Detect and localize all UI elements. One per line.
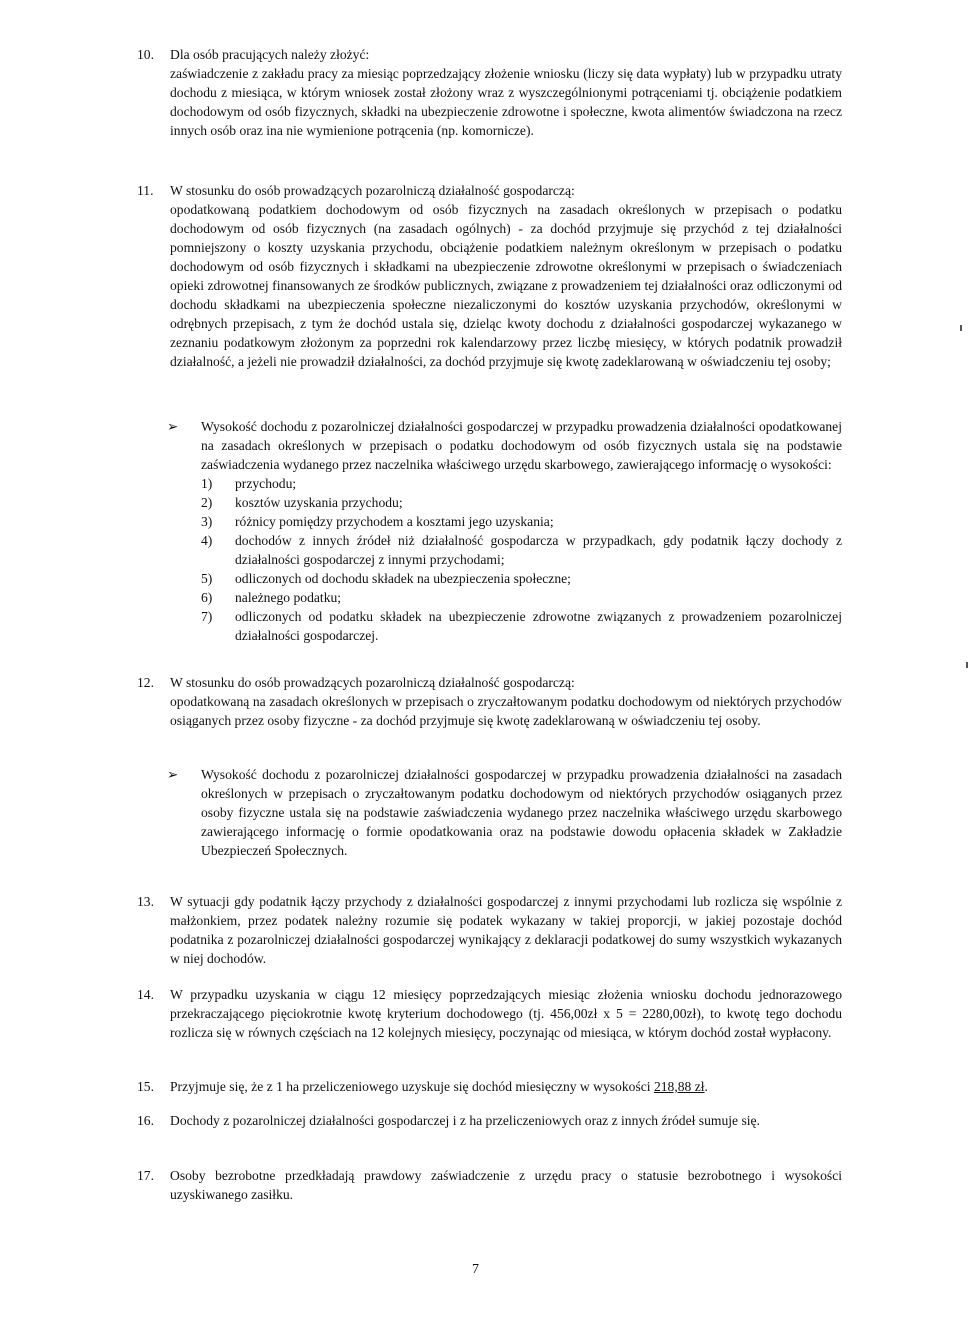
item-number: 14. — [137, 987, 154, 1002]
income-items-list — [201, 474, 842, 645]
item-text: Przyjmuje się, że z 1 ha przeliczeniowego uzyskuje się dochód miesięczny w wysokości 218,88 zł. — [170, 1079, 708, 1094]
list-item: 1) przychodu; — [201, 476, 297, 491]
item-17 — [137, 1166, 842, 1204]
item-16 — [137, 1111, 842, 1130]
item-heading: W stosunku do osób prowadzących pozarolniczą działalność gospodarczą: — [170, 183, 575, 198]
scan-mark — [966, 662, 968, 668]
item-text: zaświadczenie z zakładu pracy za miesiąc poprzedzający złożenie wniosku (liczy się data wypłaty) lub w przypadku utraty dochodu z miesiąca, w którym wniosek został złożony wraz z wyszczególnionymi potrąceniami tj. obciążenie podatkiem dochodowym od osób fizycznych, składki na ubezpieczenie zdrowotne i społeczne, kwota alimentów świadczona na rzecz innych osób oraz ina nie wymienione potrącenia (np. komornicze). — [170, 66, 842, 138]
item-11-bullet — [167, 417, 842, 645]
item-10 — [137, 45, 842, 140]
item-text: opodatkowaną na zasadach określonych w przepisach o zryczałtowanym podatku dochodowym od niektórych przychodów osiąganych przez osoby fizyczne - za dochód przyjmuje się kwotę zadeklarowaną w oświadczeniu tej osoby. — [170, 694, 842, 728]
item-number: 11. — [137, 183, 154, 198]
item-14 — [137, 985, 842, 1042]
income-amount: 218,88 zł — [653, 1079, 705, 1094]
item-text: Osoby bezrobotne przedkładają prawdowy zaświadczenie z urzędu pracy o statusie bezrobotnego i wysokości uzyskiwanego zasiłku. — [170, 1168, 842, 1202]
item-12-bullet — [167, 765, 842, 860]
arrow-bullet-icon: ➢ — [167, 767, 179, 782]
list-item: 6) należnego podatku; — [201, 590, 342, 605]
item-heading: W stosunku do osób prowadzących pozarolniczą działalność gospodarczą: — [170, 675, 575, 690]
item-13 — [137, 892, 842, 968]
item-number: 10. — [137, 47, 154, 62]
page-number: 7 — [472, 1262, 479, 1277]
arrow-bullet-icon: ➢ — [167, 419, 179, 434]
item-text: opodatkowaną podatkiem dochodowym od osób fizycznych na zasadach określonych w przepisach o podatku dochodowym od osób fizycznych (na zasadach ogólnych) - za dochód przyjmuje się przychód z tej działalności pomniejszony o koszty uzyskania przychodu, obciążenie podatkiem należnym określonym w przepisach o podatku dochodowym od osób fizycznych i składkami na ubezpieczenie zdrowotne określonymi w przepisach o świadczeniach opieki zdrowotnej finansowanych ze środków publicznych, związane z prowadzeniem tej działalności oraz odliczonymi od dochodu składkami na ubezpieczenia społeczne niezaliczonymi do kosztów uzyskania przychodów, określonymi w odrębnych przepisach, z tym że dochód ustala się, dzieląc kwoty dochodu z działalności gospodarczej wykazanego w zeznaniu podatkowym złożonym za poprzedni rok kalendarzowy przez liczbę miesięcy, w których podatnik prowadził działalność, a jeżeli nie prowadził działalności, za dochód przyjmuje się kwotę zadeklarowaną w oświadczeniu tej osoby; — [170, 202, 842, 369]
list-item: 4) dochodów z innych źródeł niż działalność gospodarcza w przypadkach, gdy podatnik łączy dochody z działalności gospodarczej z innymi przychodami; — [201, 533, 842, 567]
item-number: 16. — [137, 1113, 154, 1128]
item-number: 13. — [137, 894, 154, 909]
bullet-text: Wysokość dochodu z pozarolniczej działalności gospodarczej w przypadku prowadzenia działalności na zasadach określonych w przepisach o zryczałtowanym podatku dochodowym od niektórych przychodów osiąganych przez osoby fizyczne ustala się na podstawie zaświadczenia wydanego przez naczelnika właściwego urzędu skarbowego zawierającego informację o formie opodatkowania oraz na podstawie dowodu opłacenia składek w Zakładzie Ubezpieczeń Społecznych. — [201, 767, 842, 858]
list-item: 3) różnicy pomiędzy przychodem a kosztami jego uzyskania; — [201, 514, 554, 529]
list-item: 5) odliczonych od dochodu składek na ubezpieczenia społeczne; — [201, 571, 571, 586]
item-text: W przypadku uzyskania w ciągu 12 miesięcy poprzedzających miesiąc złożenia wniosku dochodu jednorazowego przekraczającego pięciokrotnie kwotę kryterium dochodowego (tj. 456,00zł x 5 = 2280,00zł), to kwotę tego dochodu rozlicza się w równych częściach na 12 kolejnych miesięcy, poczynając od miesiąca, w którym dochód został wypłacony. — [170, 987, 842, 1040]
item-number: 12. — [137, 675, 154, 690]
item-12 — [137, 673, 842, 730]
list-item: 7) odliczonych od podatku składek na ubezpieczenie zdrowotne związanych z prowadzeniem pozarolniczej działalności gospodarczej. — [201, 609, 842, 643]
item-number: 15. — [137, 1079, 154, 1094]
list-item: 2) kosztów uzyskania przychodu; — [201, 495, 403, 510]
item-text: Dochody z pozarolniczej działalności gospodarczej i z ha przeliczeniowych oraz z innych źródeł sumuje się. — [170, 1113, 760, 1128]
scan-mark — [960, 325, 962, 331]
item-text: W sytuacji gdy podatnik łączy przychody z działalności gospodarczej z innymi przychodami lub rozlicza się wspólnie z małżonkiem, przez podatek należny rozumie się podatek wykazany w takiej proporcji, w jakiej pozostaje dochód podatnika z pozarolniczej działalności gospodarczej wynikający z deklaracji podatkowej do sumy wszystkich wykazanych w niej dochodów. — [170, 894, 842, 966]
item-number: 17. — [137, 1168, 154, 1183]
item-15 — [137, 1077, 842, 1096]
bullet-text: Wysokość dochodu z pozarolniczej działalności gospodarczej w przypadku prowadzenia działalności opodatkowanej na zasadach określonych w przepisach o podatku dochodowym od osób fizycznych ustala się na podstawie zaświadczenia wydanego przez naczelnika właściwego urzędu skarbowego, zawierającego informację o wysokości: — [201, 419, 842, 472]
item-heading: Dla osób pracujących należy złożyć: — [170, 47, 370, 62]
item-11 — [137, 181, 842, 371]
